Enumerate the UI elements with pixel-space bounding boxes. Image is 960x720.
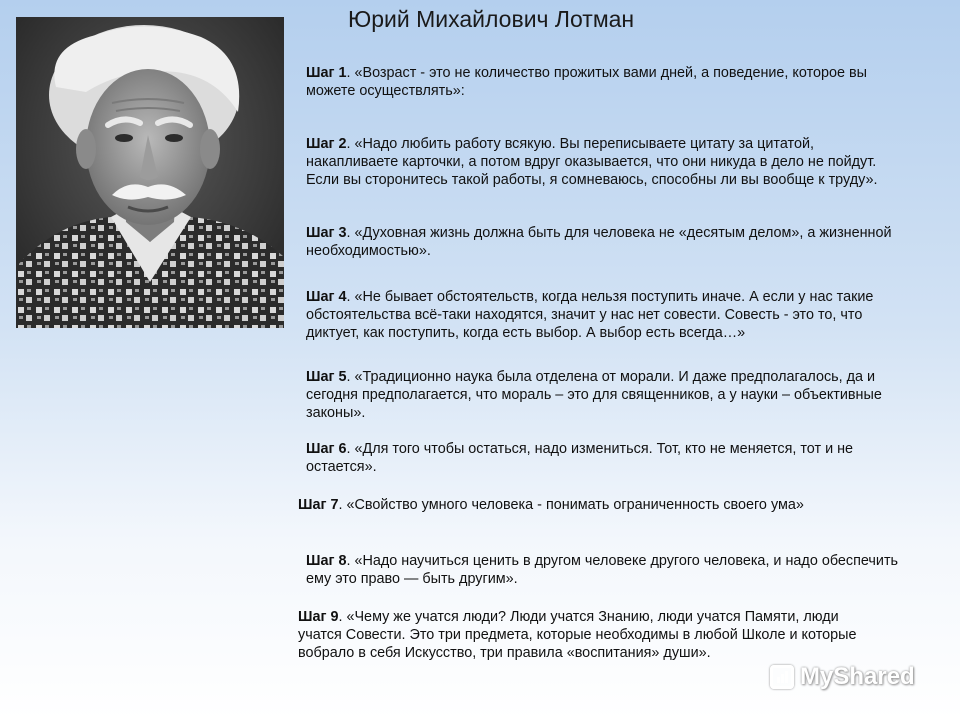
step-text: . «Духовная жизнь должна быть для человека не «десятым делом», а жизненной необходимостью». — [306, 225, 892, 259]
watermark-text: MyShared — [800, 663, 915, 690]
step-8 — [306, 552, 910, 588]
step-3 — [306, 224, 910, 260]
step-5 — [306, 368, 906, 422]
step-text: . «Чему же учатся люди? Люди учатся Знанию, люди учатся Памяти, люди учатся Совести. Это три предмета, которые необходимы в любой Школе и которые вобрало в себя Искусство, три правила «воспитания» души». — [298, 609, 857, 661]
step-label: Шаг 9 — [298, 609, 339, 625]
step-label: Шаг 8 — [306, 553, 347, 569]
step-label: Шаг 3 — [306, 225, 347, 241]
step-6 — [306, 440, 896, 476]
step-text: . «Свойство умного человека - понимать ограниченность своего ума» — [338, 497, 804, 513]
step-label: Шаг 7 — [298, 497, 339, 513]
step-label: Шаг 1 — [306, 65, 347, 81]
step-4 — [306, 288, 910, 342]
step-label: Шаг 5 — [306, 369, 347, 385]
step-text: . «Традиционно наука была отделена от морали. И даже предполагалось, да и сегодня предполагается, что мораль – это для священников, а у науки – объективные законы». — [306, 369, 882, 421]
step-text: . «Надо любить работу всякую. Вы переписываете цитату за цитатой, накапливаете карточки, а потом вдруг оказывается, что они никуда в дело не пойдут. Если вы сторонитесь такой работы, я сомневаюсь, способны ли вы вообще к труду». — [306, 136, 878, 188]
step-label: Шаг 2 — [306, 136, 347, 152]
step-text: . «Возраст - это не количество прожитых вами дней, а поведение, которое вы можете осуществлять»: — [306, 65, 868, 99]
step-text: . «Для того чтобы остаться, надо измениться. Тот, кто не меняется, тот и не остается». — [306, 441, 854, 475]
step-text: . «Надо научиться ценить в другом человеке другого человека, и надо обеспечить ему это право — быть другим». — [306, 553, 899, 587]
slide-title: Юрий Михайлович Лотман — [348, 6, 635, 32]
step-label: Шаг 4 — [306, 289, 347, 305]
myshared-watermark — [770, 662, 915, 692]
step-9 — [298, 608, 882, 662]
portrait-photo — [16, 17, 284, 328]
step-1 — [306, 64, 910, 100]
step-text: . «Не бывает обстоятельств, когда нельзя поступить иначе. А если у нас такие обстоятельства всё-таки находятся, значит у нас нет совести. Совесть - это то, что диктует, как поступить, когда есть выбор. А выбор есть всегда…» — [306, 289, 874, 341]
myshared-logo-icon — [770, 665, 794, 689]
step-label: Шаг 6 — [306, 441, 347, 457]
step-2 — [306, 135, 910, 189]
step-7 — [298, 496, 918, 514]
